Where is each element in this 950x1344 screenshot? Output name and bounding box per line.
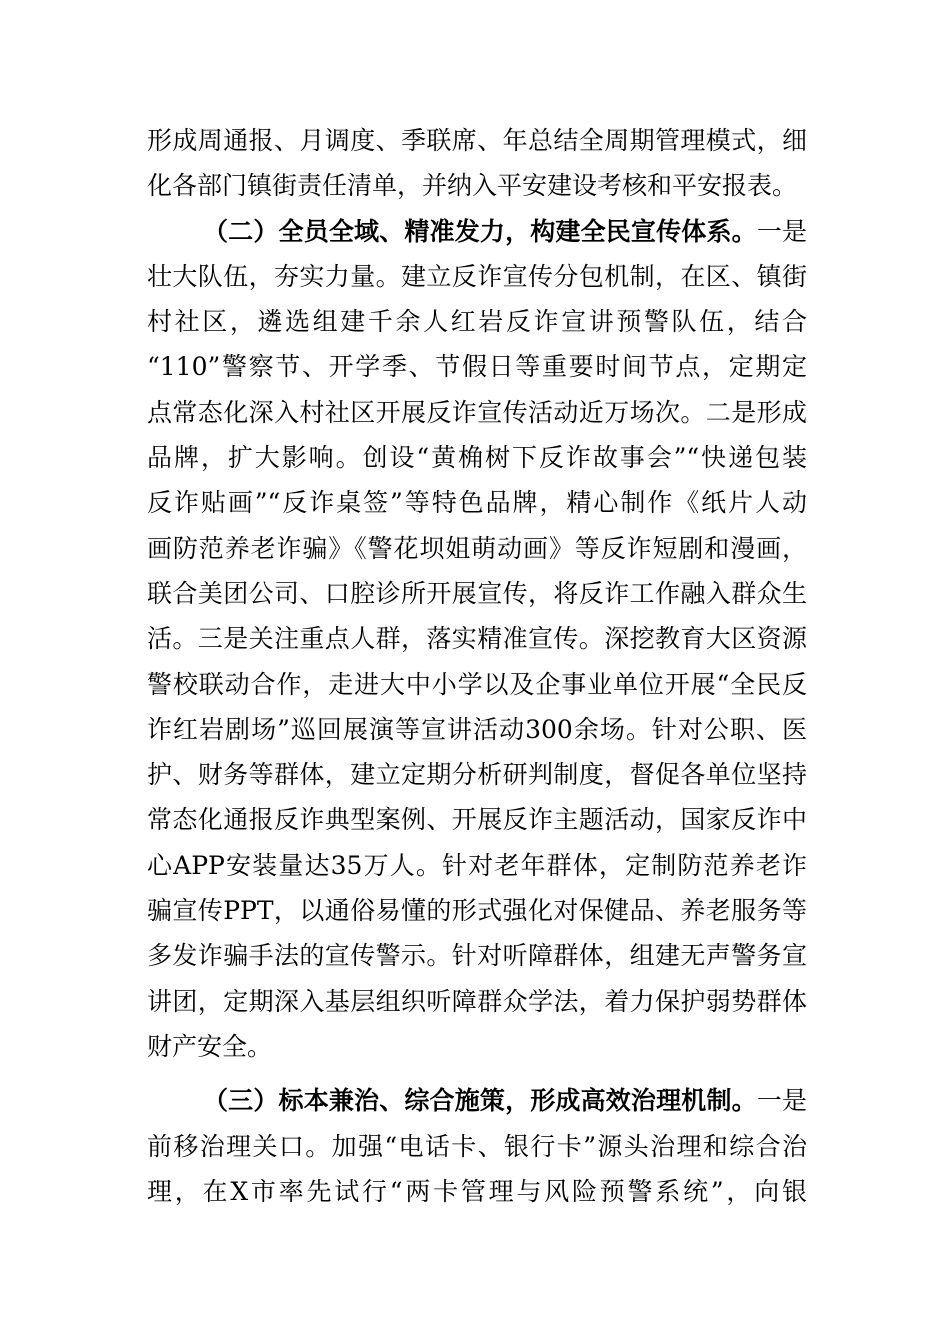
paragraph-spacer: [147, 1069, 807, 1078]
paragraph-1: [147, 118, 807, 209]
text-line: 形成周通报、月调度、季联席、年总结全周期管理模式，细: [147, 126, 807, 155]
text-line: “110”警察节、开学季、节假日等重要时间节点，定期定: [147, 352, 807, 382]
text-line: 前移治理关口。加强“电话卡、银行卡”源头治理和综合治: [147, 1131, 807, 1161]
text-line: 化各部门镇街责任清单，并纳入平安建设考核和平安报表。: [147, 171, 798, 201]
text-line: 反诈贴画”“反诈桌签”等特色品牌，精心制作《纸片人动: [147, 488, 807, 518]
text-line: 心APP安装量达35万人。针对老年群体，定制防范养老诈: [147, 850, 807, 880]
text-line: 骗宣传PPT，以通俗易懂的形式强化对保健品、养老服务等: [147, 896, 807, 926]
text-line: 品牌，扩大影响。创设“黄桷树下反诈故事会”“快递包装: [147, 443, 807, 473]
text-line: 财产安全。: [147, 1031, 273, 1061]
paragraph-3: [147, 1078, 807, 1214]
heading-line-rest: 一是: [756, 216, 807, 246]
section-heading-2: （二）全员全域、精准发力，构建全民宣传体系。: [203, 216, 757, 246]
text-line: 多发诈骗手法的宣传警示。针对听障群体，组建无声警务宣: [147, 941, 807, 971]
section-heading-3: （三）标本兼治、综合施策，形成高效治理机制。: [203, 1086, 757, 1116]
text-line: 护、财务等群体，建立定期分析研判制度，督促各单位坚持: [147, 760, 807, 790]
paragraph-2: [147, 209, 807, 1070]
text-line: 画防范养老诈骗》《警花坝姐萌动画》等反诈短剧和漫画，: [147, 533, 807, 563]
text-line: 活。三是关注重点人群，落实精准宣传。深挖教育大区资源: [147, 624, 807, 654]
paragraph-heading-line: [147, 1078, 807, 1123]
text-line: 讲团，定期深入基层组织听障群众学法，着力保护弱势群体: [147, 986, 807, 1016]
paragraph-heading-line: [147, 209, 807, 254]
document-body: [147, 118, 807, 1214]
text-line: 点常态化深入村社区开展反诈宣传活动近万场次。二是形成: [147, 397, 807, 427]
text-line: 警校联动合作，走进大中小学以及企事业单位开展“全民反: [147, 669, 807, 699]
text-line: 壮大队伍，夯实力量。建立反诈宣传分包机制，在区、镇街: [147, 261, 807, 291]
text-line: 诈红岩剧场”巡回展演等宣讲活动300余场。针对公职、医: [147, 714, 807, 744]
text-line: 联合美团公司、口腔诊所开展宣传，将反诈工作融入群众生: [147, 578, 807, 608]
text-line: 常态化通报反诈典型案例、开展反诈主题活动，国家反诈中: [147, 805, 807, 835]
text-line: 村社区，遴选组建千余人红岩反诈宣讲预警队伍，结合: [147, 307, 807, 337]
text-line: 理，在X市率先试行“两卡管理与风险预警系统”，向银: [147, 1176, 807, 1206]
heading-line-rest: 一是: [756, 1086, 807, 1116]
